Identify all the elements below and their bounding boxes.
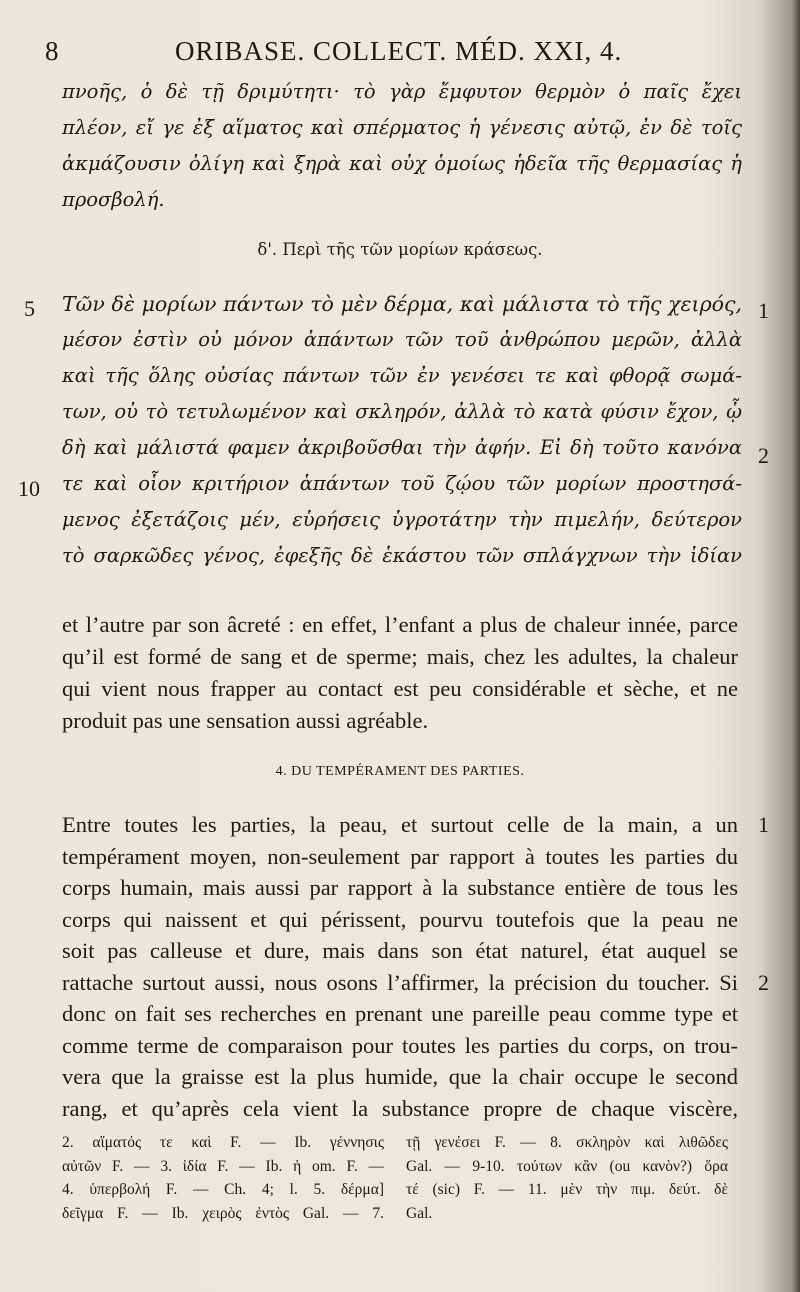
french-line: Entre toutes les parties, la peau, et surtout celle de la main, a un	[62, 812, 738, 837]
french-line: qui vient nous frapper au contact est peu considérable et sèche, et ne	[62, 676, 738, 701]
margin-ref-2: 2	[758, 970, 769, 995]
french-line: corps humain, mais aussi par rapport à la substance entière de tous les	[62, 875, 738, 900]
greek-line: πλέον, εἴ γε ἐξ αἵματος καὶ σπέρματος ἡ γένεσις αὐτῷ, ἐν δὲ τοῖς	[62, 116, 742, 139]
greek-line: δὴ καὶ μάλιστά φαμεν ἀκριβοῦσθαι τὴν ἀφήν. Εἰ δὴ τοῦτο κανόνα	[62, 436, 742, 459]
french-line: corps qui naissent et qui périssent, pourvu toutefois que la peau ne	[62, 906, 738, 932]
french-line: vera que la graisse est la plus humide, que la chair occupe le second	[62, 1064, 738, 1089]
greek-line: προσβολή.	[62, 188, 165, 211]
footnote-line: δεῖγμα F. — Ib. χειρὸς ἐντὸς Gal. — 7.	[62, 1204, 384, 1222]
greek-line: Τῶν δὲ μορίων πάντων τὸ μὲν δέρμα, καὶ μάλιστα τὸ τῆς χειρός,	[62, 292, 742, 316]
margin-ref-1: 1	[758, 812, 769, 837]
greek-line: τε καὶ οἷον κριτήριον ἁπάντων τοῦ ζῴου τῶν μορίων προστησά-	[62, 472, 742, 495]
line-number-10: 10	[18, 476, 40, 501]
footnote-line: τῇ γενέσει F. — 8. σκληρὸν καὶ λιθῶδες	[406, 1134, 728, 1151]
greek-line: ἀκμάζουσιν ὀλίγη καὶ ξηρὰ καὶ οὐχ ὁμοίως ἡδεῖα τῆς θερμασίας ἡ	[62, 152, 742, 175]
french-line: produit pas une sensation aussi agréable.	[62, 708, 429, 733]
greek-line: των, οὐ τὸ τετυλωμένον καὶ σκληρόν, ἀλλὰ τὸ κατὰ φύσιν ἔχον, ᾧ	[62, 400, 742, 423]
footnote-line: Gal.	[406, 1204, 433, 1222]
footnote-line: Gal. — 9-10. τούτων κἂν (ou κανὸν?) ὅρα	[406, 1157, 728, 1175]
greek-line: μενος ἐξετάζοις μέν, εὑρήσεις ὑγροτάτην τὴν πιμελήν, δεύτερον	[62, 508, 742, 531]
footnote-line: 4. ὑπερβολή F. — Ch. 4; l. 5. δέρμα]	[62, 1181, 384, 1198]
footnotes-right-column	[406, 1134, 728, 1228]
greek-section-heading: δ'. Περὶ τῆς τῶν μορίων κράσεως.	[257, 240, 543, 259]
footnote-line: 2. αἵματός τε καὶ F. — Ib. γέννησις	[62, 1134, 384, 1151]
french-line: donc on fait ses recherches en prenant une pareille peau comme type et	[62, 1001, 738, 1026]
french-line: et l’autre par son âcreté : en effet, l’enfant a plus de chaleur innée, parce	[62, 612, 738, 637]
margin-ref-1: 1	[758, 298, 769, 323]
greek-line: πνοῆς, ὁ δὲ τῇ δριμύτητι· τὸ γὰρ ἔμφυτον θερμὸν ὁ παῖς ἔχει	[62, 80, 742, 103]
french-line: comme terme de comparaison pour toutes les parties du corps, on trou-	[62, 1032, 738, 1058]
french-line: tempérament moyen, non-seulement par rapport à toutes les parties du	[62, 843, 738, 869]
french-line: qu’il est formé de sang et de sperme; mais, chez les adultes, la chaleur	[62, 644, 738, 669]
margin-ref-2: 2	[758, 443, 769, 468]
french-section-heading: 4. DU TEMPÉRAMENT DES PARTIES.	[275, 764, 525, 779]
french-line: rang, et qu’après cela vient la substance propre de chaque viscère,	[62, 1095, 738, 1121]
french-line: soit pas calleuse et dure, mais dans son état naturel, état auquel se	[62, 938, 738, 963]
greek-line: τὸ σαρκῶδες γένος, ἐφεξῆς δὲ ἑκάστου τῶν σπλάγχνων τὴν ἰδίαν	[62, 544, 742, 567]
footnotes-left-column	[62, 1134, 384, 1228]
greek-line: μέσον ἐστὶν οὐ μόνον ἁπάντων τῶν τοῦ ἀνθρώπου μερῶν, ἀλλὰ	[62, 328, 742, 351]
footnote-line: αὐτῶν F. — 3. ἰδία F. — Ib. ἡ om. F. —	[62, 1157, 384, 1175]
page-number: 8	[45, 36, 60, 66]
running-head: ORIBASE. COLLECT. MÉD. XXI, 4.	[175, 36, 623, 66]
french-line: rattache surtout aussi, nous osons l’affirmer, la précision du toucher. Si	[62, 969, 738, 995]
footnote-line: τέ (sic) F. — 11. μὲν τὴν πιμ. δεύτ. δὲ	[406, 1181, 728, 1198]
line-number-5: 5	[24, 296, 35, 321]
greek-line: καὶ τῆς ὅλης οὐσίας πάντων τῶν ἐν γενέσει τε καὶ φθορᾷ σωμά-	[62, 364, 742, 387]
